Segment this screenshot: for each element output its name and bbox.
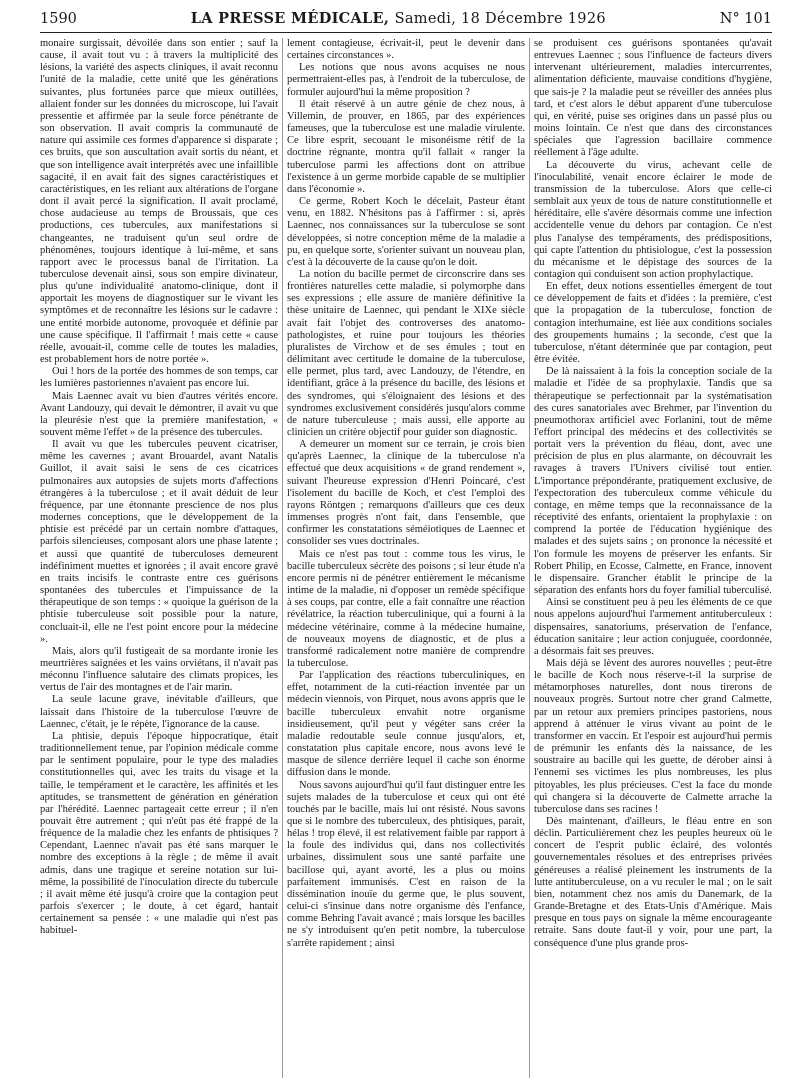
journal-name: LA PRESSE MÉDICALE, (190, 10, 390, 27)
paragraph: La seule lacune grave, inévitable d'ailleurs, que laissait dans l'histoire de la tuberculose l'œuvre de Laennec, c'était, je le répète, l'ignorance de la cause. (40, 694, 278, 730)
paragraph: Par l'application des réactions tuberculiniques, en effet, notamment de la cuti-réaction inventée par un médecin viennois, von Pirquet, nous avons appris que le bacille tuberculeux envahit notre organisme insidieusement, qu'il peut y végéter sans créer la maladie redoutable seule connue jusqu'alors, et, constatation plus capitale encore, nous avons levé le masque de silence derrière lequel il cache son énorme diffusion dans le monde. (287, 670, 525, 779)
paragraph: Ce germe, Robert Koch le décelait, Pasteur étant venu, en 1882. N'hésitons pas à l'affirmer : si, après Laennec, nos connaissances sur la tuberculose se sont développées, si notre conception même de la maladie a pu, en quelque sorte, s'orienter suivant un nouveau plan, c'est à la découverte de la cause qu'on le doit. (287, 196, 525, 268)
column-divider (529, 38, 530, 1078)
header-rule (40, 32, 772, 33)
paragraph: La notion du bacille permet de circonscrire dans ses frontières naturelles cette maladie, si polymorphe dans ses expressions ; elle assure de manière définitive la thèse unitaire de Laennec, qui pendant le XIXe siècle avait fait l'objet des controverses des anatomo-pathologistes, et ruine pour toujours les théories pluralistes de Virchow et de ses émules ; tout en délimitant avec certitude le domaine de la tuberculose, elle permet, plus tard, avec Landouzy, de l'étendre, en identifiant, grâce à la présence du bacille, des lésions et des syndromes, qui s'éloignaient des lésions et des syndromes exclusivement considérés jusqu'alors comme de nature tuberculeuse ; mais aussi, elle apporte au clinicien un critère objectif pour guider son diagnostic. (287, 268, 525, 438)
paragraph: La phtisie, depuis l'époque hippocratique, était traditionnellement tenue, par l'opinion médicale comme par le sentiment populaire, pour le type des maladies constitutionnelles qui, avec les traits du visage et la taille, le tempérament et le caractère, les affinités et les aptitudes, se transmettent de génération en génération par l'hérédité. Laennec partageait cette erreur ; il n'en pouvait être autrement ; qui n'eût pas été frappé de la fréquence de la maladie chez les enfants de phtisiques ? Cependant, Laennec n'avait pas été sans marquer le nombre des exceptions à la règle ; de même il avait admis, dans une tragique et sereine notation sur lui-même, la possibilité de l'inoculation directe du tubercule ; il avait même été jusqu'à croire que la contagion peut parfois s'exercer ; le doute, à cet égard, hantait certainement sa pensée : « une maladie qui n'est pas habituel- (40, 730, 278, 937)
column-middle (287, 38, 525, 1078)
issue-date: Samedi, 18 Décembre 1926 (394, 11, 606, 27)
paragraph: lement contagieuse, écrivait-il, peut le devenir dans certaines circonstances ». (287, 38, 525, 62)
paragraph: monaire surgissait, dévoilée dans son entier ; sauf la cause, il avait tout vu : à travers la multiplicité des lésions, la variété des aspects cliniques, il avait reconnu l'unité de la maladie, cette unité que les générations suivantes, plus fortunées parce que mieux outillées, allaient fonder sur les données du microscope, lui l'avait pressentie et affirmée par la seule force pénétrante de son observation. Il avait compris la communauté de nature qui assimile ces formes d'apparence si disparate ; ces bruits, que son auscultation avait sortis du néant, et que son intelligence avait interprétés avec une infaillible sagacité, il en avait fait des signes caractéristiques et caractéristiques, en les reliant aux altérations de l'organe dont il avait percé la signification. Il avait proclamé, chose audacieuse au temps de Broussais, que ces productions, ces tubercules, aux manifestations si changeantes, ne traduisent qu'un seul ordre de phénomènes, toujours identique à lui-même, et sans rapport avec le processus banal de l'irritation. La tuberculose devenait ainsi, sous son empire divinateur, plus qu'une individualité anatomo-clinique, dont il apportait les moyens de diagnostiquer sur le vivant les symptômes et de reconnaître les lésions sur le cadavre : une entité morbide autonome, provoquée et définie par une cause spécifique. Il l'affirmait ! mais cette « cause réelle, avouait-il, comme celle de toutes les maladies, est probablement hors de notre portée ». (40, 38, 278, 366)
issue-number: N° 101 (719, 11, 772, 27)
paragraph: Il était réservé à un autre génie de chez nous, à Villemin, de prouver, en 1865, par des expériences fameuses, que la tuberculose est une maladie virulente. Ce libre esprit, secouant le misonéisme rétif de la doctrine régnante, montra qu'il fallait « ranger la tuberculose parmi les affections dont on attribue l'existence à un germe morbide capable de se multiplier dans l'économie ». (287, 98, 525, 195)
paragraph: Mais, alors qu'il fustigeait de sa mordante ironie les meurtrières saignées et les vains orviétans, il n'avait pas méconnu l'influence salutaire des climats propices, les vertus de l'air des montagnes et de l'air marin. (40, 645, 278, 694)
column-divider (282, 38, 283, 1078)
page-header (40, 10, 772, 32)
paragraph: Les notions que nous avons acquises ne nous permettraient-elles pas, à l'endroit de la tuberculose, de formuler aujourd'hui la même proposition ? (287, 62, 525, 98)
paragraph: se produisent ces guérisons spontanées qu'avait entrevues Laennec ; sous l'influence de facteurs divers intervenant ultérieurement, maladies intercurrentes, alimentation déficiente, mauvaise conditions d'hygiène, que sais-je ? la maladie peut se réveiller des années plus tard, et c'est alors le début apparent d'une tuberculose qui, en vérité, puise ses origines dans un passé plus ou moins lointain. Ce n'est que dans des circonstances spéciales que l'agression bacillaire commence réellement à l'âge adulte. (534, 38, 772, 159)
page-number: 1590 (40, 11, 77, 27)
column-left (40, 38, 278, 1078)
paragraph: Mais ce n'est pas tout : comme tous les virus, le bacille tuberculeux sécrète des poisons ; si leur étude n'a encore permis ni de pénétrer entièrement le mécanisme intime de la maladie, ni d'opposer un remède spécifique à ses coups, par contre, elle a fait connaître une réaction révélatrice, la réaction tuberculinique, qui a fourni à la médecine vétérinaire, comme à la médecine humaine, de nouveaux moyens de diagnostic, et de plus a transformé radicalement notre manière de comprendre la tuberculose. (287, 548, 525, 669)
paragraph: La découverte du virus, achevant celle de l'inoculabilité, venait encore éclairer le mode de transmission de la tuberculose. Alors que celle-ci semblait aux yeux de tous de nature constitutionnelle et héréditaire, elle s'avère désormais comme une infection accidentelle venue du dehors par contagion. Ce n'est plus l'analyse des tempéraments, des prédispositions, qui capte l'attention du phtisiologue, c'est la possession du mécanisme et le dépistage des sources de la contagion qui conduisent son action prophylactique. (534, 159, 772, 280)
paragraph: Nous savons aujourd'hui qu'il faut distinguer entre les sujets malades de la tuberculose et ceux qui ont été touchés par le bacille, mais lui ont résisté. Nous savons que si le nombre des tuberculeux, des phtisiques, parait, hélas ! trop élevé, il est relativement faible par rapport à la foule des individus qui, dans nos collectivités urbaines, dissimulent sous une santé parfaite une bacillose qui, ayant avorté, les a plus ou moins parfaitement immunisés. C'est en raison de la dissémination inouïe du germe que, le plus souvent, celui-ci s'insinue dans notre organisme dès l'enfance, comme Behring l'avait avancé ; mais lorsque les bacilles ne s'y introduisent qu'en petit nombre, la tuberculose s'arrête rapidement ; ainsi (287, 779, 525, 949)
article-columns (40, 38, 772, 1078)
paragraph: De là naissaient à la fois la conception sociale de la maladie et l'idée de sa prophylaxie. Tandis que sa thérapeutique se perfectionnait par la systématisation des cures sanatoriales avec Brehmer, par l'invention du pneumothorax artificiel avec Forlanini, tout de même l'effort principal des médecins et des collectivités se portait vers la prévention du fléau, dont, avec une précision de plus en plus alarmante, on découvrait les ravages à travers l'Univers civilisé tout entier. L'importance prépondérante, pratiquement exclusive, de l'expectoration des tuberculeux comme véhicule du contage, en même temps que la reconnaissance de la réceptivité des enfants, orientaient la prophylaxie : on comprend la portée de l'éducation hygiénique des malades et des sujets sains ; on prononce la nécessité et l'on formule les moyens de préserver les enfants. Sir Robert Philip, en Ecosse, Calmette, en France, innovent le dispensaire. Grancher établit le principe de la séparation des enfants hors du foyer familial tuberculisé. (534, 366, 772, 597)
paragraph: Oui ! hors de la portée des hommes de son temps, car les lumières pastoriennes n'avaient pas encore lui. (40, 366, 278, 390)
paragraph: Mais Laennec avait vu bien d'autres vérités encore. Avant Landouzy, qui devait le démontrer, il avait vu que la pleurésie n'est que la première manifestation, « souvent même l'effet » de la présence des tubercules. (40, 390, 278, 438)
paragraph: Mais déjà se lèvent des aurores nouvelles ; peut-être le bacille de Koch nous réserve-t-il la surprise de métamorphoses naturelles, dont nous tirerons de nouveaux progrès. Surtout notre cher grand Calmette, par un retour aux premiers principes pastoriens, nous apprend à atténuer le virus vivant au point de le transformer en vaccin. Et l'espoir est aujourd'hui permis de prémunir les enfants dès la naissance, de les soustraire au bacille qui les guette, de dérober ainsi à l'ennemi ses victimes les plus nombreuses, les plus pitoyables, les plus précieuses. C'est la face du monde qui changera si la découverte de Calmette arrache la tuberculose dans ses racines ! (534, 657, 772, 815)
paragraph: A demeurer un moment sur ce terrain, je crois bien qu'après Laennec, la clinique de la tuberculose n'a effectué que deux acquisitions « de grand rendement », suivant l'heureuse expression d'Henri Poincaré, c'est l'isolement du bacille de Koch, et c'est l'emploi des rayons Röntgen ; remarquons d'ailleurs que ces deux immenses progrès n'ont fait, dans l'ensemble, que confirmer les constatations séméiotiques de Laennec et consolider ses vues doctrinales. (287, 439, 525, 548)
column-right (534, 38, 772, 1078)
paragraph: Dès maintenant, d'ailleurs, le fléau entre en son déclin. Particulièrement chez les peuples heureux où le concert de l'esprit public éclairé, des volontés gouvernementales résolues et des entreprises privées généreuses a réalisé pleinement les instruments de la lutte antituberculeuse, on a vu reculer le mal ; on le sait bien, notamment chez nos amis du Danemark, de la Grande-Bretagne et des Etats-Unis d'Amérique. Mais presque en tous pays on signale la même encourageante retraite. Sans doute faut-il y voir, pour une part, la conséquence d'une plus grande pros- (534, 816, 772, 949)
paragraph: Il avait vu que les tubercules peuvent cicatriser, même les cavernes ; avant Brouardel, avant Natalis Guillot, il avait saisi le sens de ces cicatrices pulmonaires aux autopsies de sujets morts d'affections étrangères à la tuberculose ; et il avait déduit de leur fréquence, par une étonnante prescience de nos plus modernes conceptions, que le développement de la phtisie est précédé par un certain nombre d'attaques, parfois silencieuses, composant alors une phase latente ; et aussi que quantité de tuberculoses demeurent indéfiniment muettes et ignorées ; il avait encore gravé en traits incisifs le contraste entre ces guérisons spontanées des tubercules et l'impuissance de la thérapeutique de son temps : « quoique la guérison de la phtisie tuberculeuse soit possible pour la nature, concluait-il, elle ne l'est point encore pour la médecine ». (40, 439, 278, 645)
journal-title-line (191, 10, 606, 27)
paragraph: En effet, deux notions essentielles émergent de tout ce développement de faits et d'idées : la première, c'est que la propagation de la tuberculose, fonction de contagion interhumaine, est liée aux conditions sociales des groupements humains ; la seconde, c'est que la tuberculose, n'étant déterminée que par contagion, peut être évitée. (534, 281, 772, 366)
paragraph: Ainsi se constituent peu à peu les éléments de ce que nous appelons aujourd'hui l'armement antituberculeux : dispensaires, sanatoriums, préservation de l'enfance, éducation sanitaire ; leur action conjuguée, coordonnée, a désormais fait ses preuves. (534, 597, 772, 657)
